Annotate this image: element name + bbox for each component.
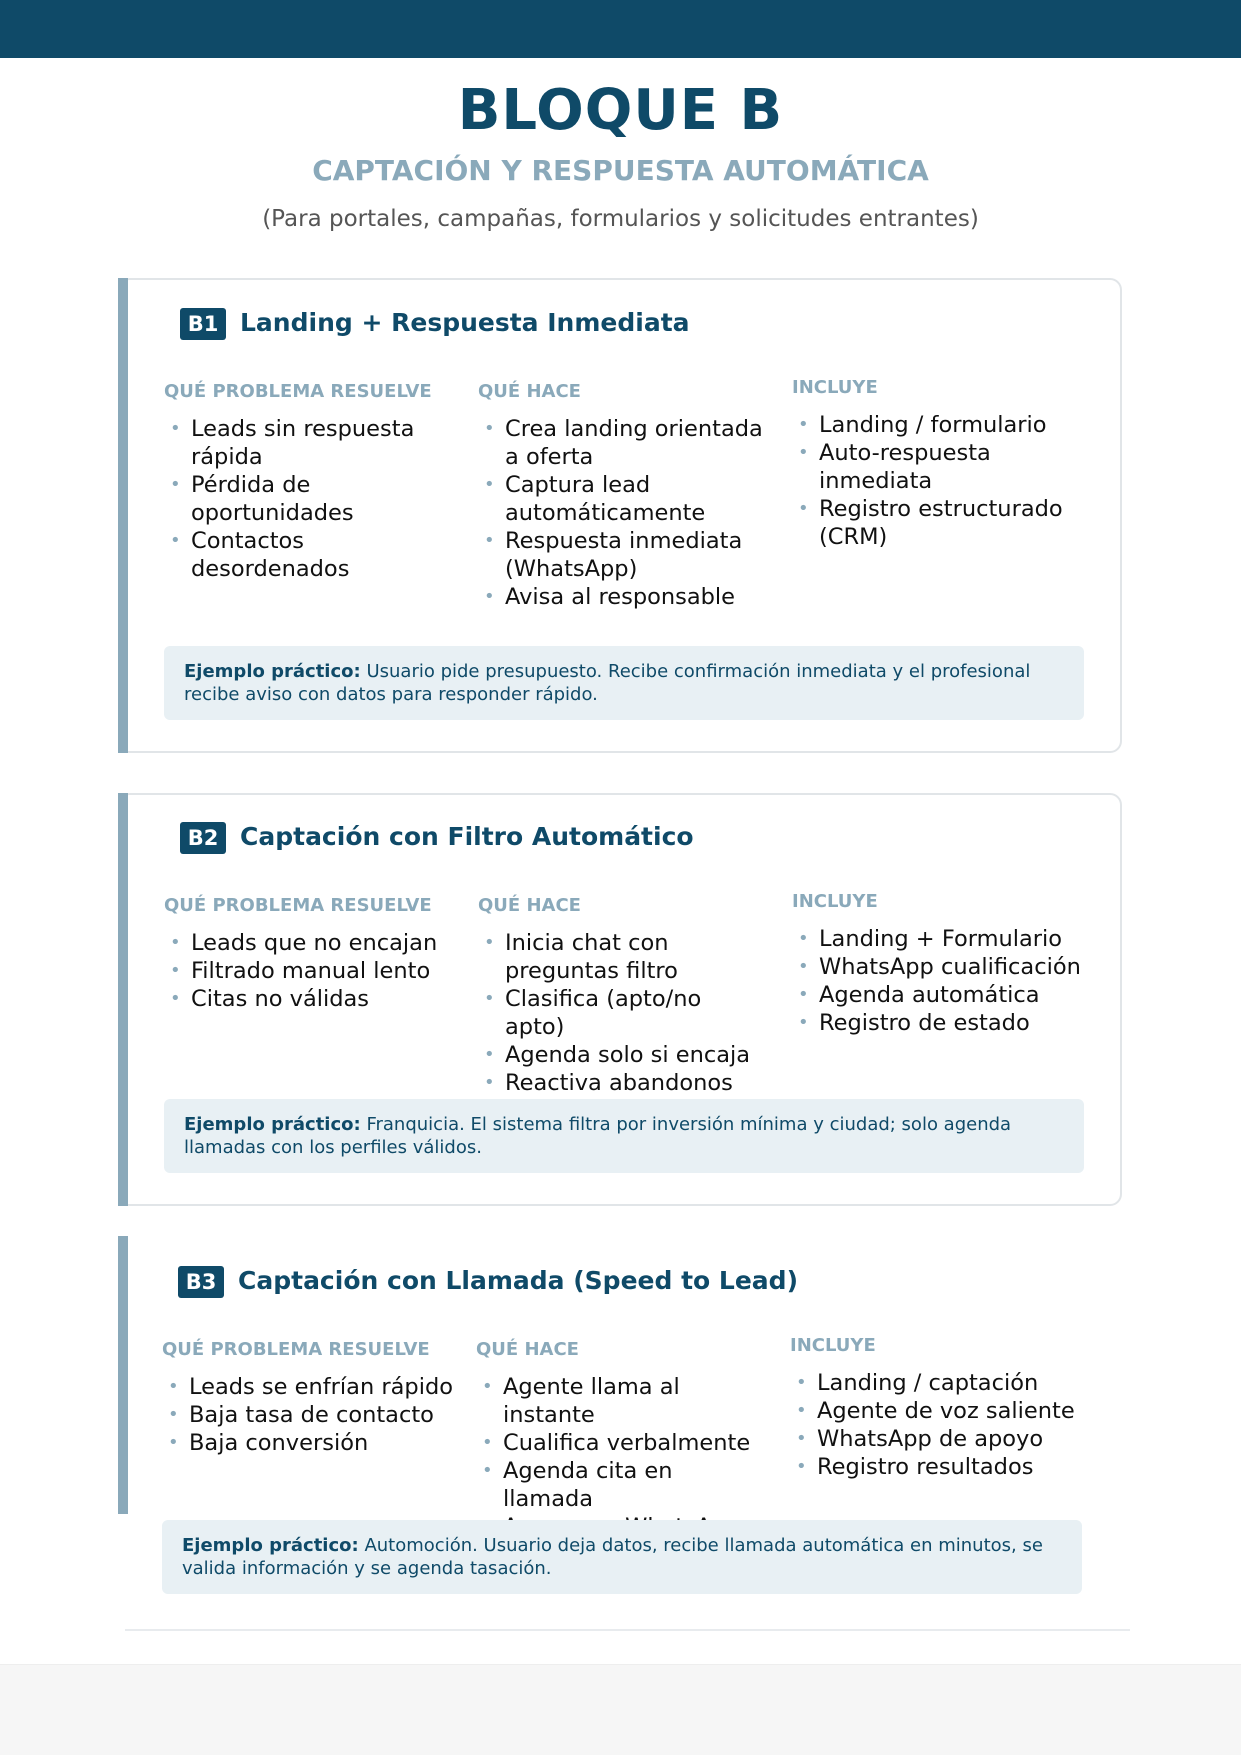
bullet-list xyxy=(478,929,766,1097)
page-description: (Para portales, campañas, formularios y solicitudes entrantes) xyxy=(262,206,979,232)
list-item: • Leads que no encajan xyxy=(164,929,464,957)
list-item: • Baja conversión xyxy=(162,1429,462,1457)
bullet-list xyxy=(162,1373,462,1457)
card-badge: B2 xyxy=(180,822,226,854)
card-accent-bar xyxy=(118,278,128,753)
card-accent-bar xyxy=(118,1236,128,1514)
example-text: Franquicia. El sistema filtra por inversión mínima y ciudad; solo agenda llamadas con los perfiles válidos. xyxy=(184,1114,1012,1158)
card-badge: B3 xyxy=(178,1266,224,1298)
bullet-list xyxy=(792,925,1082,1037)
bullet-list xyxy=(792,411,1082,551)
column-problem xyxy=(162,1339,462,1457)
page-footer xyxy=(0,1664,1241,1755)
column-includes xyxy=(792,891,1082,1037)
column-heading: QUÉ PROBLEMA RESUELVE xyxy=(162,1339,430,1360)
column-heading: QUÉ HACE xyxy=(478,895,581,916)
bullet-list xyxy=(164,415,464,583)
example-text: Automoción. Usuario deja datos, recibe llamada automática en minutos, se valida información y se agenda tasación. xyxy=(182,1535,1043,1579)
example-text: Usuario pide presupuesto. Recibe confirmación inmediata y el profesional recibe aviso con datos para responder rápido. xyxy=(184,661,1031,705)
top-banner xyxy=(0,0,1241,58)
column-heading: INCLUYE xyxy=(792,377,878,398)
column-what xyxy=(478,895,766,1097)
column-includes xyxy=(790,1335,1080,1481)
list-item: • Contactos desordenados xyxy=(164,527,464,583)
list-item: • Registro resultados xyxy=(790,1453,1080,1481)
list-item: • Auto-respuesta inmediata xyxy=(792,439,1082,495)
list-item: • Baja tasa de contacto xyxy=(162,1401,462,1429)
bullet-list xyxy=(164,929,464,1013)
card-badge: B1 xyxy=(180,308,226,340)
list-item: • Agente de voz saliente xyxy=(790,1397,1080,1425)
list-item: • Citas no válidas xyxy=(164,985,464,1013)
list-item: • Agenda cita en llamada xyxy=(476,1457,764,1513)
list-item: • WhatsApp cualificación xyxy=(792,953,1082,981)
column-problem xyxy=(164,895,464,1013)
list-item: • Cualifica verbalmente xyxy=(476,1429,764,1457)
column-problem xyxy=(164,381,464,583)
list-item: • Landing / captación xyxy=(790,1369,1080,1397)
column-heading: INCLUYE xyxy=(792,891,878,912)
example-box xyxy=(164,1099,1084,1173)
page-title: BLOQUE B xyxy=(457,78,784,143)
card-title: Landing + Respuesta Inmediata xyxy=(240,308,690,337)
list-item: • Registro de estado xyxy=(792,1009,1082,1037)
list-item: • Landing + Formulario xyxy=(792,925,1082,953)
card-accent-bar xyxy=(118,793,128,1206)
footer-divider xyxy=(125,1629,1130,1631)
bullet-list xyxy=(790,1369,1080,1481)
column-heading: QUÉ PROBLEMA RESUELVE xyxy=(164,895,432,916)
list-item: • Agente llama al instante xyxy=(476,1373,764,1429)
column-heading: QUÉ HACE xyxy=(478,381,581,402)
card-title: Captación con Llamada (Speed to Lead) xyxy=(238,1266,798,1295)
example-label: Ejemplo práctico: xyxy=(184,1114,361,1135)
list-item: • Filtrado manual lento xyxy=(164,957,464,985)
card-b1 xyxy=(118,278,1122,753)
card-title: Captación con Filtro Automático xyxy=(240,822,694,851)
list-item: • Registro estructurado (CRM) xyxy=(792,495,1082,551)
bullet-list xyxy=(478,415,766,611)
list-item: • Leads sin respuesta rápida xyxy=(164,415,464,471)
card-b3 xyxy=(118,1236,1122,1616)
column-what xyxy=(476,1339,764,1541)
list-item: • Captura lead automáticamente xyxy=(478,471,766,527)
list-item: • Respuesta inmediata (WhatsApp) xyxy=(478,527,766,583)
list-item: • Clasifica (apto/no apto) xyxy=(478,985,766,1041)
list-item: • Reactiva abandonos xyxy=(478,1069,766,1097)
column-what xyxy=(478,381,766,611)
example-label: Ejemplo práctico: xyxy=(182,1535,359,1556)
list-item: • WhatsApp de apoyo xyxy=(790,1425,1080,1453)
list-item: • Leads se enfrían rápido xyxy=(162,1373,462,1401)
list-item: • Agenda automática xyxy=(792,981,1082,1009)
column-heading: QUÉ PROBLEMA RESUELVE xyxy=(164,381,432,402)
example-box xyxy=(162,1520,1082,1594)
page-subtitle: CAPTACIÓN Y RESPUESTA AUTOMÁTICA xyxy=(312,154,929,187)
example-label: Ejemplo práctico: xyxy=(184,661,361,682)
column-heading: QUÉ HACE xyxy=(476,1339,579,1360)
list-item: • Agenda solo si encaja xyxy=(478,1041,766,1069)
list-item: • Pérdida de oportunidades xyxy=(164,471,464,527)
column-heading: INCLUYE xyxy=(790,1335,876,1356)
example-box xyxy=(164,646,1084,720)
list-item: • Inicia chat con preguntas filtro xyxy=(478,929,766,985)
column-includes xyxy=(792,377,1082,551)
list-item: • Avisa al responsable xyxy=(478,583,766,611)
list-item: • Crea landing orientada a oferta xyxy=(478,415,766,471)
list-item: • Landing / formulario xyxy=(792,411,1082,439)
bullet-list xyxy=(476,1373,764,1541)
card-b2 xyxy=(118,793,1122,1206)
